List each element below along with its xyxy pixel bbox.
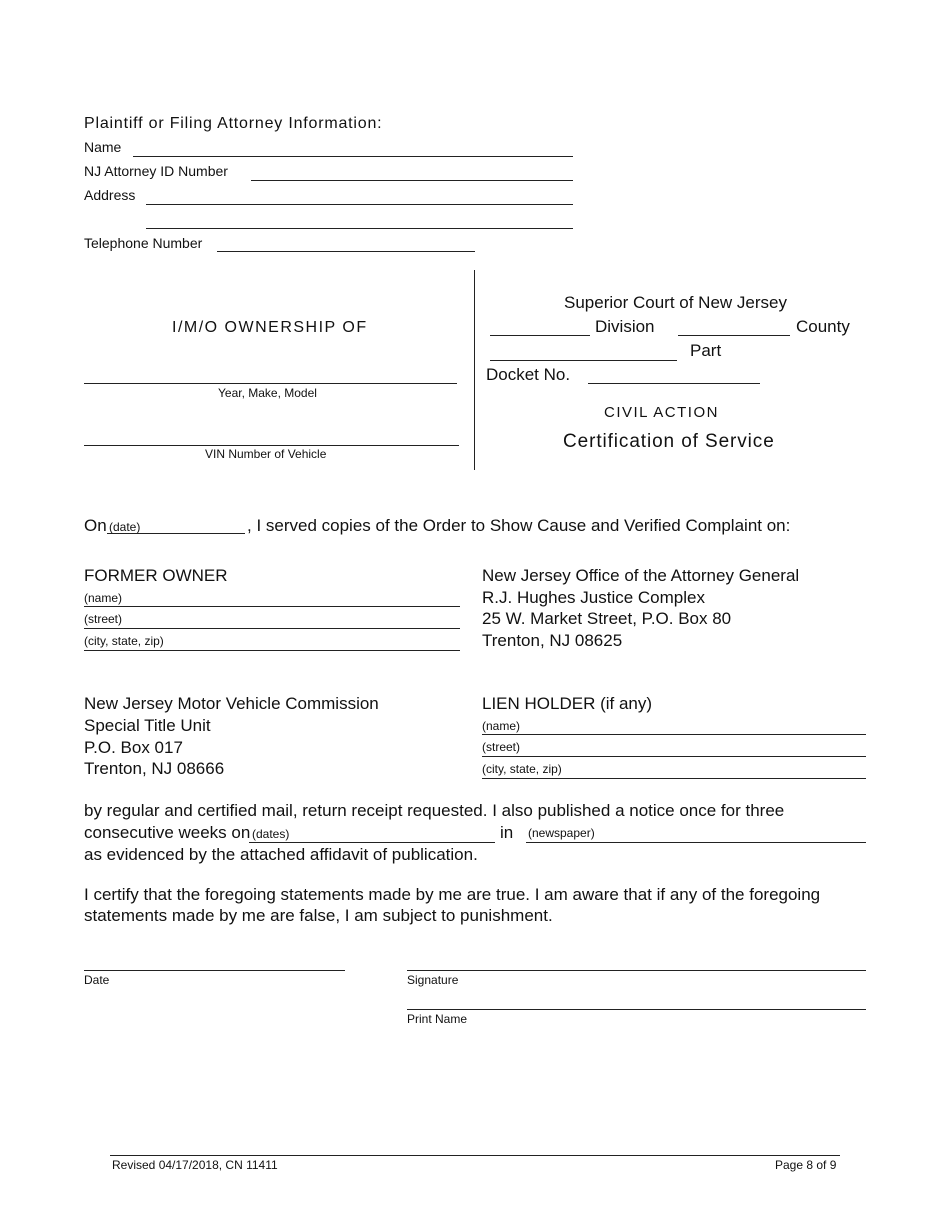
footer-page-number: Page 8 of 9	[775, 1158, 837, 1172]
vin-label: VIN Number of Vehicle	[205, 447, 327, 461]
ag-line-4: Trenton, NJ 08625	[482, 631, 623, 650]
former-owner-name-hint: (name)	[84, 591, 123, 605]
mvc-line-4: Trenton, NJ 08666	[84, 759, 225, 778]
year-make-model-label: Year, Make, Model	[218, 386, 317, 400]
dates-hint: (dates)	[252, 827, 290, 841]
county-label: County	[796, 317, 850, 336]
county-field[interactable]	[678, 335, 790, 336]
date-field[interactable]	[84, 970, 345, 971]
former-owner-street-hint: (street)	[84, 612, 123, 626]
newspaper-field[interactable]	[526, 842, 866, 843]
ag-line-2: R.J. Hughes Justice Complex	[482, 588, 705, 607]
court-name: Superior Court of New Jersey	[564, 293, 787, 312]
civil-action-label: CIVIL ACTION	[604, 404, 719, 421]
lien-holder-city-hint: (city, state, zip)	[482, 762, 562, 776]
print-name-label: Print Name	[407, 1012, 468, 1026]
certify-line-1: I certify that the foregoing statements made by me are true. I am aware that if any of the foregoing	[84, 885, 821, 904]
caption-divider	[474, 270, 475, 470]
served-text: , I served copies of the Order to Show Cause and Verified Complaint on:	[247, 516, 791, 535]
address-label: Address	[84, 187, 136, 203]
attorney-name-field[interactable]	[133, 156, 573, 157]
attorney-heading: Plaintiff or Filing Attorney Information:	[84, 115, 383, 132]
lien-holder-heading: LIEN HOLDER (if any)	[482, 694, 653, 713]
name-label: Name	[84, 139, 122, 155]
on-label: On	[84, 516, 107, 535]
in-label: in	[500, 823, 514, 842]
division-label: Division	[595, 317, 655, 336]
vin-field[interactable]	[84, 445, 459, 446]
newspaper-hint: (newspaper)	[528, 826, 595, 840]
imo-title: I/M/O OWNERSHIP OF	[172, 319, 368, 336]
former-owner-city-field[interactable]	[84, 650, 460, 651]
lien-holder-street-hint: (street)	[482, 740, 521, 754]
print-name-field[interactable]	[407, 1009, 866, 1010]
date-hint: (date)	[109, 520, 141, 534]
service-date-field[interactable]	[107, 533, 245, 534]
division-field[interactable]	[490, 335, 590, 336]
footer-revised: Revised 04/17/2018, CN 11411	[112, 1158, 278, 1172]
publication-line-1: by regular and certified mail, return receipt requested. I also published a notice once for three	[84, 801, 785, 820]
mvc-line-1: New Jersey Motor Vehicle Commission	[84, 694, 379, 713]
telephone-label: Telephone Number	[84, 235, 203, 251]
lien-holder-street-field[interactable]	[482, 756, 866, 757]
publication-dates-field[interactable]	[249, 842, 495, 843]
mvc-line-2: Special Title Unit	[84, 716, 211, 735]
mvc-line-3: P.O. Box 017	[84, 738, 183, 757]
lien-holder-name-hint: (name)	[482, 719, 521, 733]
former-owner-street-field[interactable]	[84, 628, 460, 629]
footer-rule	[110, 1155, 840, 1156]
part-label: Part	[690, 341, 722, 360]
attorney-id-label: NJ Attorney ID Number	[84, 163, 228, 179]
date-label: Date	[84, 973, 110, 987]
year-make-model-field[interactable]	[84, 383, 457, 384]
part-field[interactable]	[490, 360, 677, 361]
signature-label: Signature	[407, 973, 459, 987]
signature-field[interactable]	[407, 970, 866, 971]
ag-line-1: New Jersey Office of the Attorney General	[482, 566, 800, 585]
attorney-id-field[interactable]	[251, 180, 573, 181]
former-owner-heading: FORMER OWNER	[84, 566, 228, 585]
telephone-field[interactable]	[217, 251, 475, 252]
address-line-1-field[interactable]	[146, 204, 573, 205]
former-owner-city-hint: (city, state, zip)	[84, 634, 164, 648]
former-owner-name-field[interactable]	[84, 606, 460, 607]
docket-label: Docket No.	[486, 365, 571, 384]
publication-line-3: as evidenced by the attached affidavit of publication.	[84, 845, 478, 864]
address-line-2-field[interactable]	[146, 228, 573, 229]
publication-line-2: consecutive weeks on	[84, 823, 251, 842]
docket-field[interactable]	[588, 383, 760, 384]
lien-holder-name-field[interactable]	[482, 734, 866, 735]
document-title: Certification of Service	[563, 431, 775, 452]
certify-line-2: statements made by me are false, I am subject to punishment.	[84, 906, 553, 925]
lien-holder-city-field[interactable]	[482, 778, 866, 779]
ag-line-3: 25 W. Market Street, P.O. Box 80	[482, 609, 732, 628]
